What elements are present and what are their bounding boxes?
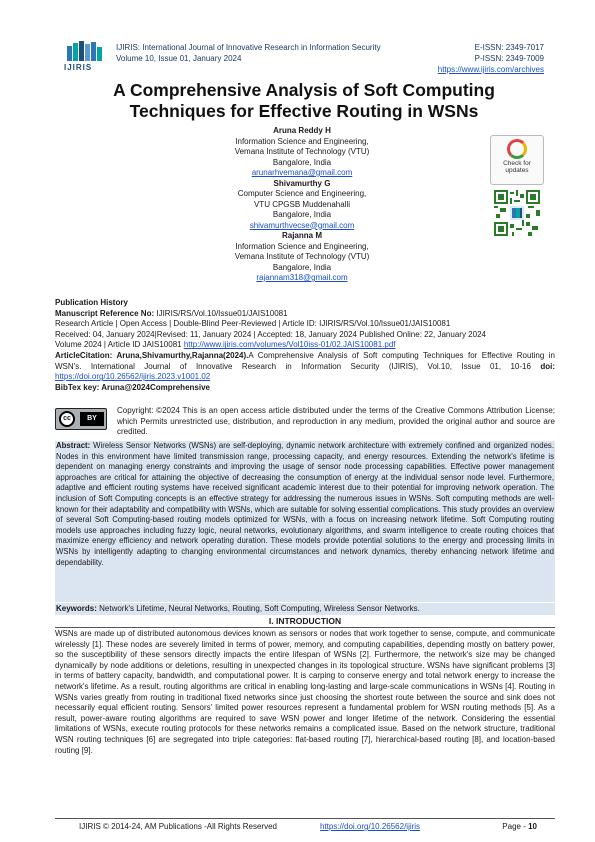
author-email[interactable]: arunarhvemana@gmail.com: [251, 168, 353, 177]
author-2: [150, 179, 454, 232]
update-icon: [507, 139, 527, 159]
introduction-paragraph: WSNs are made up of distributed autonomous devices known as sensors or nodes that work together to sense, compute, and communicate wirelessly [1]. These nodes are severely limited in terms of power, memory, and computing capabilities, depending mostly on battery power, so the susceptibility of these sensors directly impacts the entire lifespan of WSNs [2]. Furthermore, the network's size may be changed dynamically by node additions or deletions, resulting in unexpected changes in its topological structure. WSNs have significant problems [3] in terms of battery capacity, bandwidth, and computational power. It is carping to conserve energy and total network energy to increase the network's lifetime. As a result, routing algorithms are critical in enabling long-lasting and large-scale communications in WSNs [4]. Routing in WSNs varies greatly from routing in traditional fixed networks since just choosing the shortest route between the source and sink does not necessarily equal efficient routing. Sensors' limited power resources represent a fundamental problem for WSN routing methods [5]. As a result, power-aware routing algorithms are required to save WSN power and longer lifetime of the network. Considering the essential limitations of WSNs, execute routing protocols for these networks remains a complicated issue. Based on the network structure, traditional WSN routing techniques [6] are segregated into triple categories: flat-based routing [7], hierarchical-based routing [8], and location-based routing [9].: [55, 629, 555, 755]
bibtex-key: BibTex key: Aruna@2024Comprehensive: [55, 382, 210, 392]
cc-icon: cc: [59, 411, 75, 427]
author-email[interactable]: rajannam318@gmail.com: [256, 273, 348, 282]
author-dept: Information Science and Engineering,: [235, 136, 369, 146]
author-name: Shivamurthy G: [273, 178, 331, 188]
logo-text: IJIRIS: [64, 63, 93, 72]
qr-code-icon: [494, 190, 540, 236]
reference-value: IJIRIS/RS/Vol.10/Issue01/JAIS10081: [154, 308, 288, 318]
journal-header: [60, 38, 548, 80]
page-number: [502, 821, 537, 833]
doi-label: doi:: [540, 361, 555, 371]
journal-archive-link[interactable]: https://www.ijiris.com/archives: [437, 65, 544, 74]
journal-name: IJIRIS: International Journal of Innovative Research in Information Security: [116, 43, 381, 52]
section-heading-introduction: I. INTRODUCTION: [55, 616, 555, 628]
license-text: Copyright: ©2024 This is an open access article distributed under the terms of the Creative Commons Attribution License; which Permits unrestricted use, distribution, and reproduction in any medium, provided the original author and source are credited.: [117, 406, 555, 436]
abstract-label: Abstract:: [56, 441, 91, 450]
title-line-1: A Comprehensive Analysis of Soft Computing: [113, 80, 495, 100]
keywords-text: Network's Lifetime, Neural Networks, Routing, Soft Computing, Wireless Sensor Networks.: [96, 604, 420, 613]
eissn: E-ISSN: 2349-7017: [474, 43, 544, 52]
author-inst: Vemana Institute of Technology (VTU): [234, 147, 370, 156]
cc-by-badge[interactable]: [55, 408, 107, 430]
paper-title: [60, 80, 548, 122]
issn-info: [438, 42, 544, 75]
author-list: [150, 126, 454, 284]
check-line-1: Check for: [503, 160, 531, 167]
article-type-line: Research Article | Open Access | Double-Blind Peer-Reviewed | Article ID: IJIRIS/RS/Vol.10/Issue01/JAIS10081: [55, 319, 451, 329]
author-city: Bangalore, India: [272, 262, 332, 272]
abstract: [55, 441, 555, 602]
manuscript-reference: [55, 309, 555, 320]
by-icon: BY: [80, 412, 104, 426]
publication-history: [55, 298, 555, 393]
author-dept: Computer Science and Engineering,: [237, 189, 367, 198]
author-name: Rajanna M: [281, 231, 322, 240]
dates-line: Received: 04, January 2024|Revised: 11, January 2024 | Accepted: 18, January 2024 Published Online: 22, January 2024: [55, 329, 486, 339]
author-name: Aruna Reddy H: [273, 126, 331, 135]
journal-volume: Volume 10, Issue 01, January 2024: [116, 54, 242, 63]
check-for-updates-badge[interactable]: [490, 135, 544, 185]
footer-doi-link[interactable]: https://doi.org/10.26562/ijiris: [320, 822, 421, 831]
author-city: Bangalore, India: [272, 157, 332, 167]
doi-link[interactable]: https://doi.org/10.26562/ijiris.2023.v1001.02: [55, 372, 211, 382]
volume-prefix: Volume 2024 | Article ID JAIS10081: [55, 340, 184, 350]
license-block: [55, 406, 555, 438]
journal-info: [116, 42, 381, 64]
check-line-2: updates: [505, 167, 529, 174]
article-citation: [55, 351, 555, 383]
author-email[interactable]: shivamurthvecse@gmail.com: [249, 220, 355, 230]
citation-text: A Comprehensive Analysis of Soft computing Techniques for Effective Routing in WSN's. International Journal of Innovative Research in Information Security (IJIRIS), Vol.10, Issue 01, 10-16: [55, 350, 556, 371]
title-line-2: Techniques for Effective Routing in WSNs: [129, 101, 479, 121]
keywords: [55, 603, 555, 615]
page-footer: [55, 818, 555, 832]
author-dept: Information Science and Engineering,: [235, 241, 369, 251]
volume-line: [55, 340, 555, 351]
author-inst: VTU CPGSB Muddenahalli: [253, 199, 351, 209]
author-inst: Vemana Institute of Technology (VTU): [234, 252, 370, 261]
author-city: Bangalore, India: [272, 210, 332, 219]
pissn: P-ISSN: 2349-7009: [474, 54, 544, 63]
page-label: Page -: [502, 822, 529, 831]
author-1: [150, 126, 454, 179]
volume-pdf-link[interactable]: http://www.ijiris.com/volumes/Vol10iss-01/02.JAIS10081.pdf: [183, 340, 396, 350]
footer-copyright: IJIRIS © 2014-24, AM Publications -All Rights Reserved: [79, 822, 277, 831]
journal-logo: [62, 38, 108, 76]
abstract-text: Wireless Sensor Networks (WSNs) are self-deploying, dynamic network architecture with extremely confined and organized nodes. Nodes in this environment have limited transmission range, processing capacity, and energy resources. Extending the network's lifetime is dependent on managing energy constraints and improving the usage of sensor node processing capabilities. Effective power management approaches are critical for attaining the objective of decreasing the consumption of energy at the individual sensor node level. Furthermore, adaptive and efficient routing systems have received significant academic interest due to their potential for improving network operation. The inclusion of Soft Computing concepts is an effective strategy for addressing the numerous issues in WSNs. Soft computing methods are well-known for their adaptability and compatibility with WSNs, which are suitable for solving essential complications. This study provides an overview of several Soft Computing-based routing models optimized for WSNs, with a focus on increasing network lifetime. Soft Computing routing models use approaches including fuzzy logic, neural networks, evolutionary algorithms, and swarm intelligence to create routing choices that maximize energy efficiency and network operating duration. These models provide potential solutions to the energy and processing limits in WSNs by intelligently adapting to changing environmental circumstances and network dynamics, thereby enhancing network lifetime and dependability.: [56, 441, 554, 567]
books-logo-icon: [66, 40, 104, 62]
citation-label: ArticleCitation: Aruna,Shivamurthy,Rajanna(2024).: [55, 350, 249, 360]
keywords-label: Keywords:: [56, 604, 97, 613]
publication-heading: Publication History: [55, 298, 128, 307]
page-value: 10: [528, 822, 537, 831]
qr-code[interactable]: [494, 190, 540, 236]
author-3: [150, 231, 454, 284]
reference-label: Manuscript Reference No:: [55, 308, 155, 318]
